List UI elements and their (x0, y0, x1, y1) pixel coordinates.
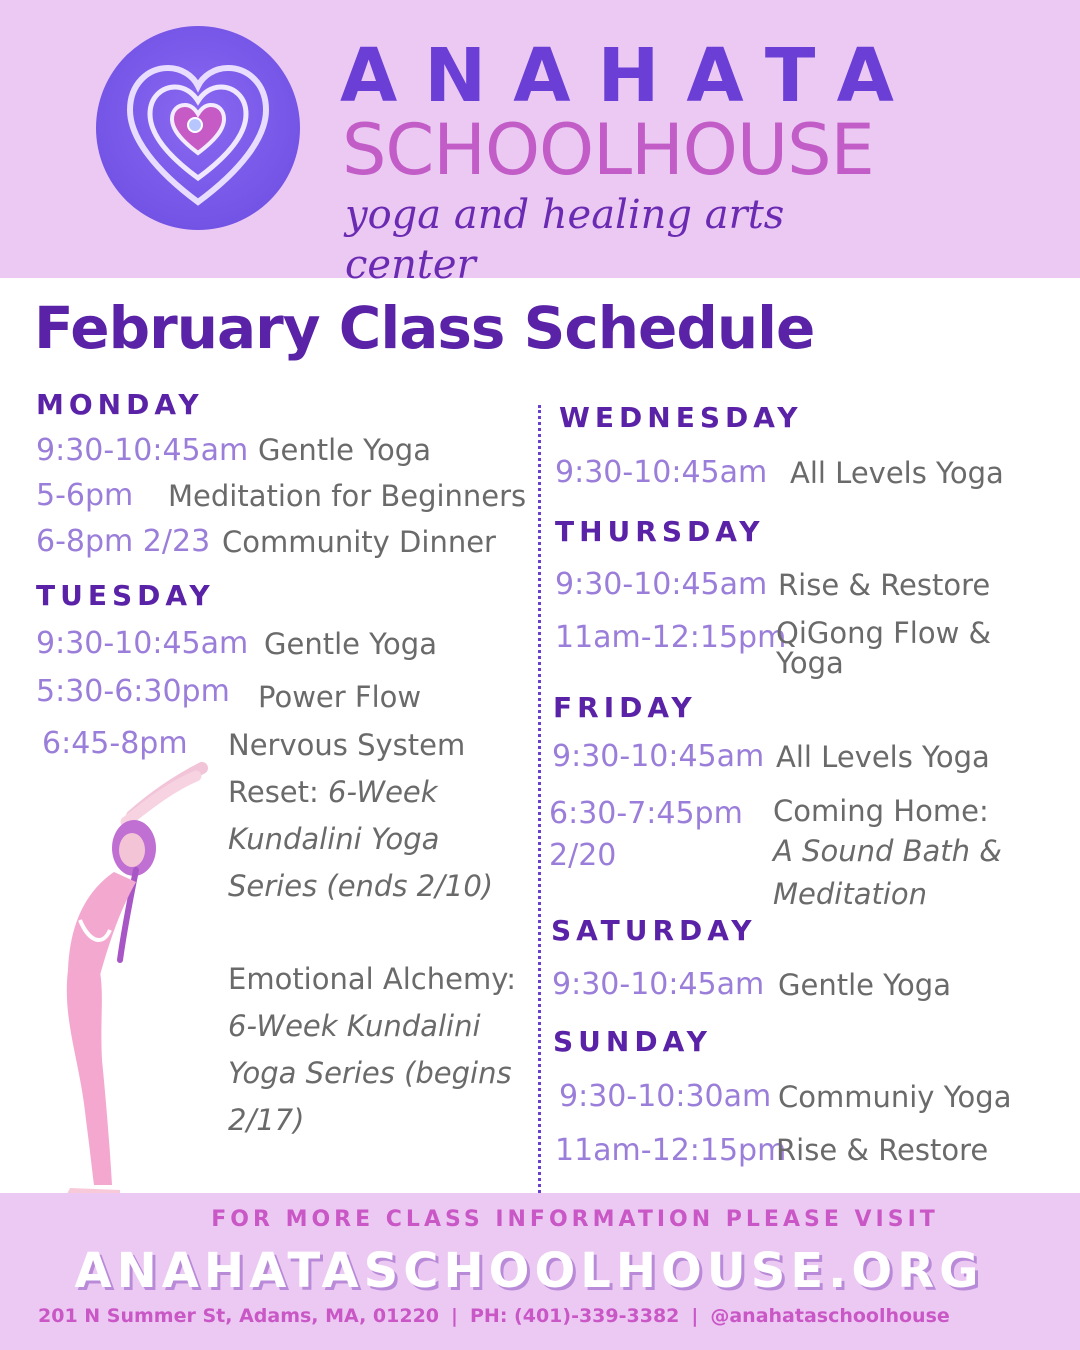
class-name: All Levels Yoga (790, 456, 1004, 490)
class-name: A Sound Bath & Meditation (773, 834, 1002, 911)
class-time: 9:30-10:45am (552, 967, 765, 1002)
class-time: 9:30-10:45am (555, 455, 768, 490)
address: 201 N Summer St, Adams, MA, 01220 (38, 1305, 440, 1327)
brand-tagline: yoga and healing arts center (345, 192, 785, 288)
class-name: All Levels Yoga (776, 740, 990, 774)
class-name: Nervous System Reset: 6-Week Kundalini Yoga Series (ends 2/10) (228, 728, 494, 903)
class-time: 11am-12:15pm (555, 620, 787, 655)
class-time: 5:30-6:30pm (36, 674, 230, 709)
day-heading-thursday: THURSDAY (555, 515, 765, 548)
class-name: Community Dinner (222, 525, 496, 559)
day-heading-saturday: SATURDAY (551, 914, 757, 947)
class-name: Rise & Restore (776, 1133, 989, 1167)
phone[interactable]: PH: (401)-339-3382 (470, 1305, 680, 1327)
page-title: February Class Schedule (34, 294, 815, 362)
social-handle[interactable]: @anahataschoolhouse (710, 1305, 950, 1327)
class-name: Power Flow (258, 680, 422, 714)
yoga-figure-illustration (40, 760, 220, 1200)
class-name: Coming Home: (773, 794, 989, 828)
column-divider (538, 405, 541, 1193)
class-name: QiGong Flow & Yoga (776, 616, 992, 680)
class-time: 6-8pm 2/23 (36, 524, 211, 559)
day-heading-tuesday: TUESDAY (36, 579, 215, 612)
class-name: Rise & Restore (778, 568, 991, 602)
class-time: 9:30-10:45am (36, 626, 249, 661)
class-name: Gentle Yoga (258, 433, 431, 467)
day-heading-friday: FRIDAY (553, 691, 697, 724)
class-name: Gentle Yoga (778, 968, 951, 1002)
day-heading-wednesday: WEDNESDAY (559, 401, 803, 434)
class-time: 9:30-10:45am (36, 433, 249, 468)
class-name: Gentle Yoga (264, 627, 437, 661)
class-time: 9:30-10:30am (559, 1079, 772, 1114)
day-heading-sunday: SUNDAY (553, 1025, 712, 1058)
class-time: 9:30-10:45am (552, 739, 765, 774)
class-time: 11am-12:15pm (555, 1133, 787, 1168)
footer-more-info: FOR MORE CLASS INFORMATION PLEASE VISIT (211, 1207, 939, 1232)
class-name: Emotional Alchemy: 6-Week Kundalini Yoga Series (begins 2/17) (228, 962, 517, 1137)
brand-name-line1: ANAHATA (340, 33, 921, 119)
brand-name-line2: SCHOOLHOUSE (342, 109, 874, 191)
class-name: Meditation for Beginners (168, 479, 527, 513)
class-date: 2/20 (549, 838, 617, 873)
class-time: 6:45-8pm (42, 726, 188, 761)
class-name: Communiy Yoga (778, 1080, 1012, 1114)
heart-icon (96, 26, 300, 230)
footer-contact: 201 N Summer St, Adams, MA, 01220 | PH: (401)-339-3382 | @anahataschoolhouse (38, 1305, 950, 1327)
class-time: 9:30-10:45am (555, 567, 768, 602)
class-time: 6:30-7:45pm (549, 796, 743, 831)
logo (96, 26, 300, 230)
website-link[interactable]: ANAHATASCHOOLHOUSE.ORG (74, 1243, 984, 1299)
day-heading-monday: MONDAY (36, 388, 204, 421)
class-time: 5-6pm (36, 478, 134, 513)
